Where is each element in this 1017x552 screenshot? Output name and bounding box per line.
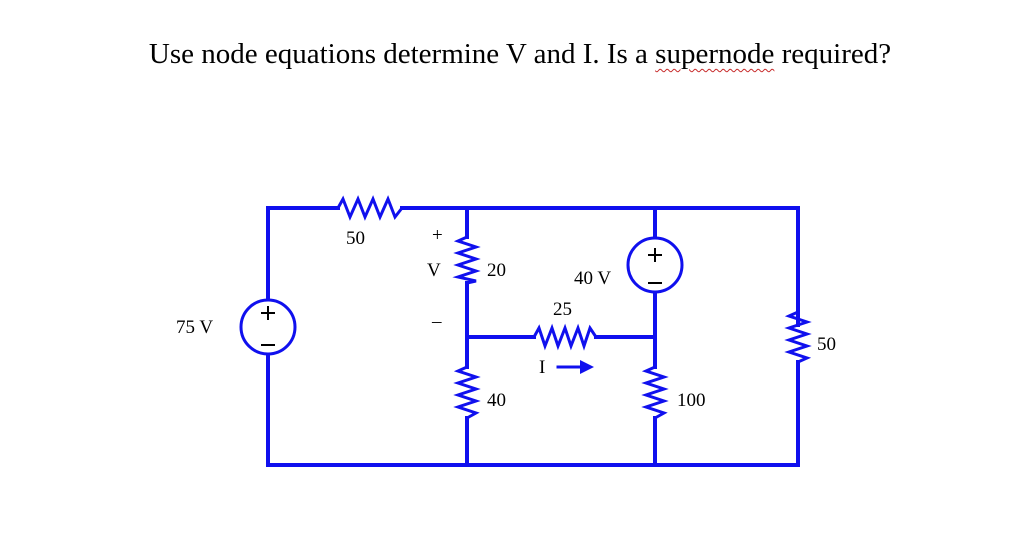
resistor-20 bbox=[458, 237, 476, 283]
label-r-100: 100 bbox=[677, 390, 706, 411]
label-r-right: 50 bbox=[817, 334, 836, 355]
label-source-left: 75 V bbox=[176, 317, 214, 338]
resistor-right-50 bbox=[789, 312, 807, 362]
resistor-100 bbox=[646, 367, 664, 418]
label-source-mid: 40 V bbox=[574, 268, 612, 289]
question-text-after: required? bbox=[774, 38, 892, 70]
label-v: V bbox=[427, 260, 441, 281]
question-text-before: Use node equations determine V and I. Is a bbox=[148, 38, 656, 70]
label-r-20: 20 bbox=[487, 260, 506, 281]
label-r-40: 40 bbox=[487, 390, 506, 411]
resistor-top-50 bbox=[338, 199, 402, 217]
label-v-minus: – bbox=[432, 311, 442, 332]
label-r-top: 50 bbox=[346, 228, 365, 249]
resistor-25 bbox=[534, 328, 596, 346]
label-v-plus: + bbox=[432, 225, 443, 246]
label-current: I bbox=[539, 357, 546, 378]
current-arrow-head-icon bbox=[580, 360, 594, 374]
resistor-40 bbox=[458, 367, 476, 418]
question-keyword: supernode bbox=[655, 38, 775, 70]
label-r-25: 25 bbox=[553, 299, 572, 320]
